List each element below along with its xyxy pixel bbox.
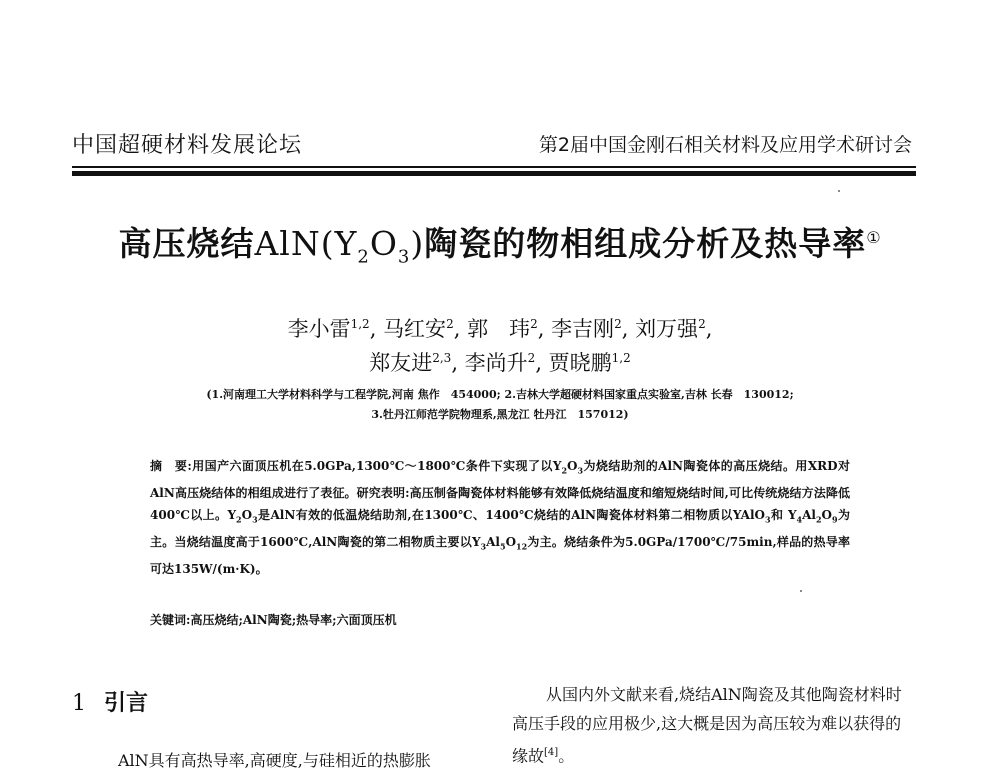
section-title: 引言 <box>104 691 149 716</box>
body-left-column: AlN具有高热导率,高硬度,与硅相近的热膨胀 <box>118 751 431 770</box>
author: 李尚升$^2$ <box>464 351 536 375</box>
title-formula-mid: O <box>369 224 398 263</box>
author-line-2: 郑友进$^{2,3}$, 李尚升$^2$, 贾晓鹏$^{1,2}$ <box>369 351 631 375</box>
author-line-1: 李小雷$^{1,2}$, 马红安$^2$, 郭 玮$^2$, 李吉刚$^2$, 刘万强$^2$, <box>287 317 713 341</box>
title-footnote-mark: ① <box>866 228 882 247</box>
section-heading-1 <box>72 686 148 717</box>
abstract-label: 摘 要: <box>150 459 192 473</box>
title-sub-2: 3 <box>397 246 411 268</box>
title-suffix: 陶瓷的物相组成分析及热导率 <box>424 224 867 263</box>
author: 刘万强$^2$ <box>635 317 706 341</box>
section-number: 1 <box>72 691 86 716</box>
author: 贾晓鹏$^{1,2}$ <box>548 351 631 375</box>
keywords <box>150 611 397 628</box>
author: 郑友进$^{2,3}$ <box>369 351 452 375</box>
header-rule-thin <box>72 166 916 168</box>
title-sub-1: 2 <box>357 246 370 268</box>
abstract: 摘 要:用国产六面顶压机在5.0GPa,1300℃～1800℃条件下实现了以$Y_2O_3$为烧结助剂的AlN陶瓷体的高压烧结。用XRD对AlN高压烧结体的相组成进行了表征。研究表明:高压制备陶瓷体材料能够有效降低烧结温度和缩短烧结时间,可比传统烧结方法降低400℃以上。$Y_2O_3$是AlN有效的低温烧结助剂,在1300℃、1400℃烧结的AlN陶瓷体材料第二相物质以YAlO$_3$和 $Y_4Al_2O_9$为主。当烧结温度高于1600℃,AlN陶瓷的第二相物质主要以$Y_3Al_5O_{12}$为主。烧结条件为5.0GPa/1700℃/75min,样品的热导率可达135W/(m·K)。 <box>150 459 851 577</box>
running-header-left: 中国超硬材料发展论坛 <box>72 133 303 158</box>
affiliation-line-2: 3.牡丹江师范学院物理系,黑龙江 牡丹江 157012) <box>371 408 629 421</box>
title-formula-close: ) <box>410 224 425 263</box>
citation: [4] <box>544 747 559 758</box>
body-right-column: 从国内外文献来看,烧结AlN陶瓷及其他陶瓷材料时高压手段的应用极少,这大概是因为高压较为难以获得的缘故[4]。 <box>512 685 902 766</box>
author: 郭 玮$^2$ <box>467 317 538 341</box>
author: 李小雷$^{1,2}$ <box>287 317 370 341</box>
scan-speck <box>838 190 840 192</box>
running-header-right: 第2届中国金刚石相关材料及应用学术研讨会 <box>538 134 912 156</box>
paper-title <box>0 218 1000 268</box>
title-formula-open: AlN(Y <box>254 224 358 263</box>
affiliation-line-1: (1.河南理工大学材料科学与工程学院,河南 焦作 454000; 2.吉林大学超硬材料国家重点实验室,吉林 长春 130012; <box>206 388 794 401</box>
author: 李吉刚$^2$ <box>551 317 622 341</box>
keywords-text: 高压烧结;AlN陶瓷;热导率;六面顶压机 <box>190 613 397 627</box>
title-prefix: 高压烧结 <box>118 224 255 263</box>
keywords-label: 关键词: <box>150 613 191 627</box>
scan-speck <box>800 590 802 592</box>
header-rule-thick <box>72 171 916 176</box>
author: 马红安$^2$ <box>383 317 454 341</box>
